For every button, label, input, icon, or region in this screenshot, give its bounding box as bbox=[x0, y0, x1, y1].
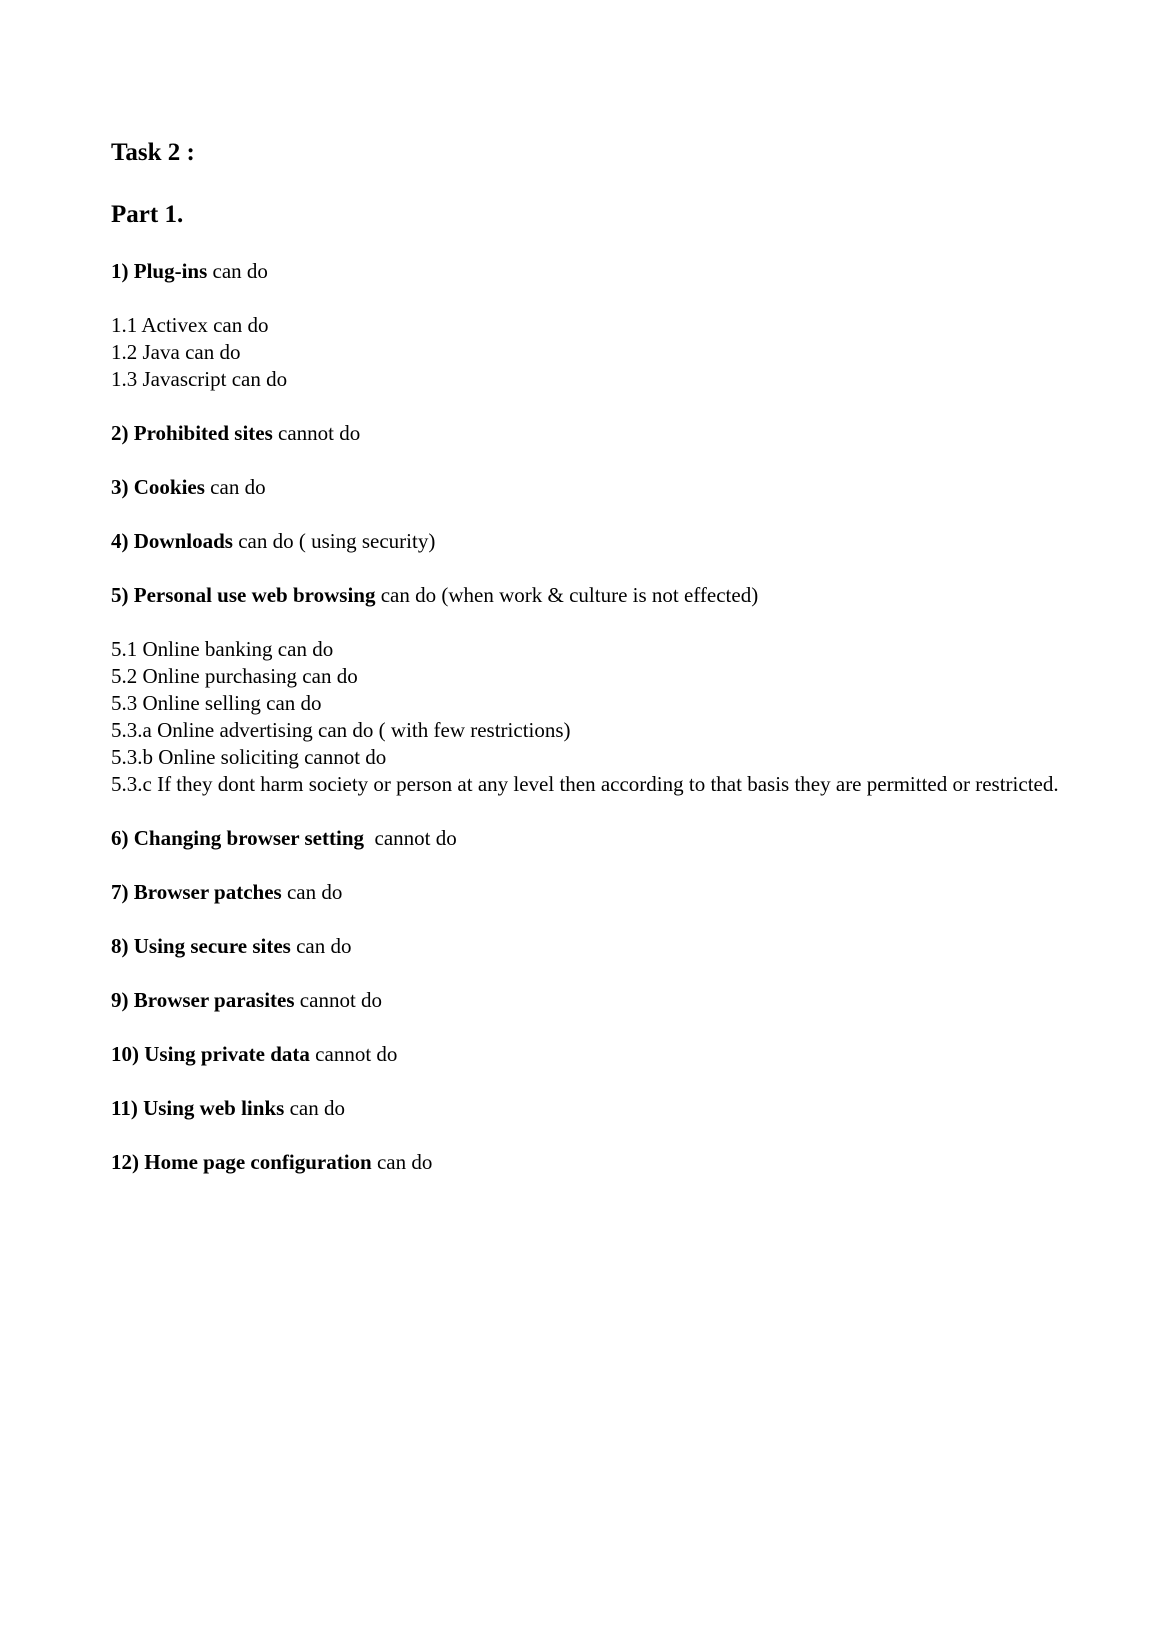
list-item-plug-ins bbox=[111, 258, 1071, 285]
item-status: can do bbox=[290, 934, 352, 958]
item-status: cannot do bbox=[272, 421, 361, 445]
item-status: can do ( using security) bbox=[232, 529, 436, 553]
sub-item: 1.2 Java can do bbox=[111, 340, 241, 364]
item-label: 11) Using web links bbox=[111, 1096, 285, 1120]
item-status: cannot do bbox=[294, 988, 383, 1012]
item-label: 1) Plug-ins bbox=[111, 259, 208, 283]
list-item-browser-setting bbox=[111, 825, 1071, 852]
item-label: 2) Prohibited sites bbox=[111, 421, 273, 445]
item-label: 6) Changing browser setting bbox=[111, 826, 364, 850]
list-item-web-links bbox=[111, 1095, 1071, 1122]
list-item-private-data bbox=[111, 1041, 1071, 1068]
sub-item: 5.3.b Online soliciting cannot do bbox=[111, 745, 387, 769]
plugin-sublist bbox=[111, 312, 1071, 393]
sub-item: 5.2 Online purchasing can do bbox=[111, 664, 358, 688]
sub-item: 1.1 Activex can do bbox=[111, 313, 269, 337]
item-label: 7) Browser patches bbox=[111, 880, 282, 904]
list-item-browser-patches bbox=[111, 879, 1071, 906]
list-item-browser-parasites bbox=[111, 987, 1071, 1014]
item-label: 4) Downloads bbox=[111, 529, 233, 553]
list-item-downloads bbox=[111, 528, 1071, 555]
item-label: 3) Cookies bbox=[111, 475, 205, 499]
item-label: 9) Browser parasites bbox=[111, 988, 295, 1012]
item-label: 5) Personal use web browsing bbox=[111, 583, 376, 607]
sub-item: 5.3 Online selling can do bbox=[111, 691, 322, 715]
sub-item: 5.3.c If they dont harm society or person at any level then according to that basis they are permitted or restricted. bbox=[111, 772, 1059, 796]
item-status: can do (when work & culture is not effected) bbox=[375, 583, 759, 607]
item-status: can do bbox=[284, 1096, 345, 1120]
sub-item: 5.3.a Online advertising can do ( with few restrictions) bbox=[111, 718, 571, 742]
item-label: 8) Using secure sites bbox=[111, 934, 291, 958]
list-item-personal-browsing bbox=[111, 582, 1071, 609]
list-item-cookies bbox=[111, 474, 1071, 501]
browsing-sublist bbox=[111, 636, 1071, 798]
item-status: can do bbox=[281, 880, 343, 904]
list-item-prohibited-sites bbox=[111, 420, 1071, 447]
sub-item: 5.1 Online banking can do bbox=[111, 637, 334, 661]
list-item-home-page bbox=[111, 1149, 1071, 1176]
item-status: can do bbox=[207, 259, 268, 283]
item-status: cannot do bbox=[364, 826, 457, 850]
task-title: Task 2 : bbox=[111, 139, 195, 166]
item-status: can do bbox=[204, 475, 266, 499]
item-label: 10) Using private data bbox=[111, 1042, 310, 1066]
document-page bbox=[111, 138, 1071, 1203]
item-status: cannot do bbox=[309, 1042, 398, 1066]
item-label: 12) Home page configuration bbox=[111, 1150, 372, 1174]
sub-item: 1.3 Javascript can do bbox=[111, 367, 288, 391]
list-item-secure-sites bbox=[111, 933, 1071, 960]
part-title: Part 1. bbox=[111, 201, 184, 228]
item-status: can do bbox=[371, 1150, 433, 1174]
